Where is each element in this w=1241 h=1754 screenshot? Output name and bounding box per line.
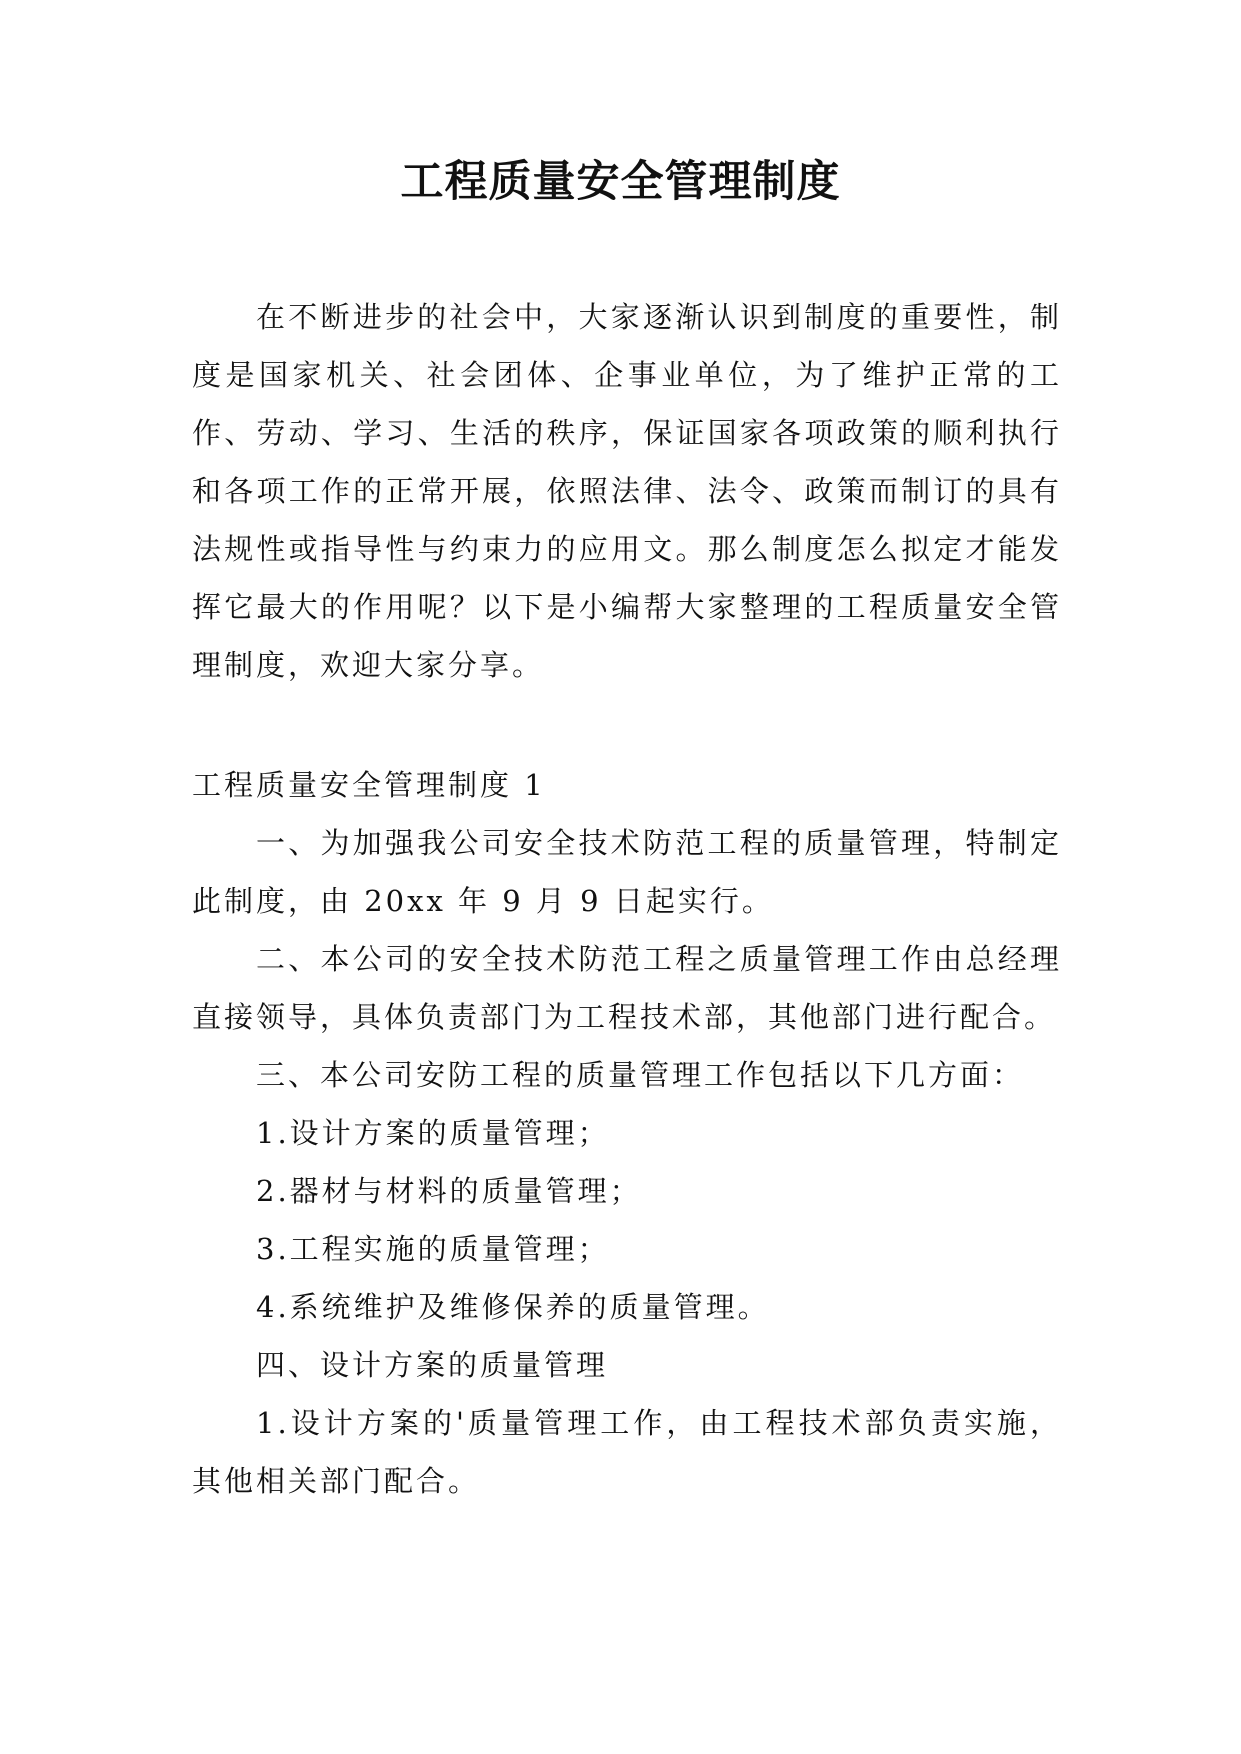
clause-2: 二、本公司的安全技术防范工程之质量管理工作由总经理直接领导，具体负责部门为工程技术部，其他部门进行配合。 bbox=[192, 942, 1062, 1034]
clause-4-item-1: 1.设计方案的'质量管理工作，由工程技术部负责实施，其他相关部门配合。 bbox=[192, 1406, 1062, 1498]
section-heading: 工程质量安全管理制度 1 bbox=[192, 768, 546, 802]
document-title: 工程质量安全管理制度 bbox=[400, 157, 841, 207]
list-item-implementation: 3.工程实施的质量管理； bbox=[256, 1232, 610, 1266]
clause-4-heading: 四、设计方案的质量管理 bbox=[256, 1348, 609, 1382]
section-block bbox=[192, 756, 1062, 1510]
clause-1: 一、为加强我公司安全技术防范工程的质量管理，特制定此制度，由 20xx 年 9 月 9 日起实行。 bbox=[192, 826, 1062, 918]
list-item-design: 1.设计方案的质量管理； bbox=[256, 1116, 610, 1150]
list-item-maintenance: 4.系统维护及维修保养的质量管理。 bbox=[256, 1290, 770, 1324]
clause-3: 三、本公司安防工程的质量管理工作包括以下几方面： bbox=[256, 1058, 1025, 1092]
list-item-materials: 2.器材与材料的质量管理； bbox=[256, 1174, 642, 1208]
intro-paragraph: 在不断进步的社会中，大家逐渐认识到制度的重要性，制度是国家机关、社会团体、企事业单位，为了维护正常的工作、劳动、学习、生活的秩序，保证国家各项政策的顺利执行和各项工作的正常开展，依照法律、法令、政策而制订的具有法规性或指导性与约束力的应用文。那么制度怎么拟定才能发挥它最大的作用呢？以下是小编帮大家整理的工程质量安全管理制度，欢迎大家分享。 bbox=[192, 300, 1062, 682]
intro-block bbox=[192, 288, 1062, 694]
